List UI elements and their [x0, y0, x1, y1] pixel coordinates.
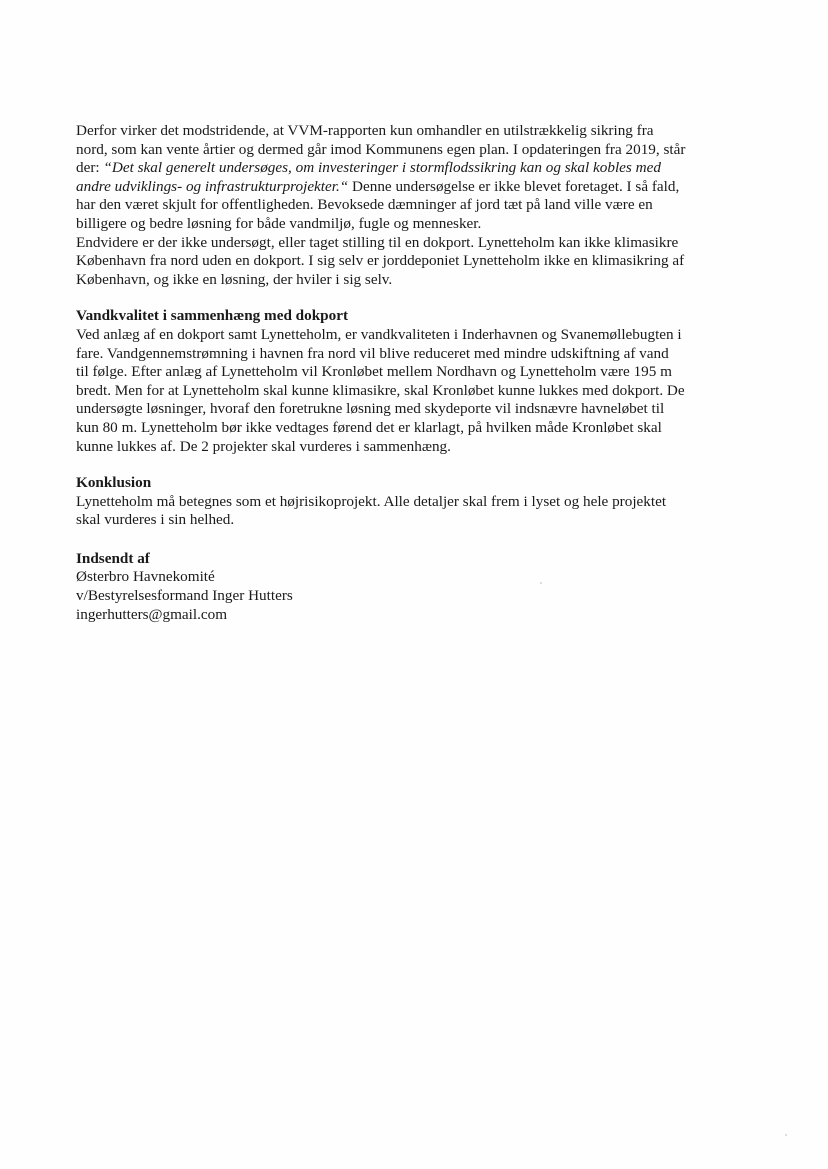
vandkvalitet-line-5: undersøgte løsninger, hvoraf den foretrukne løsning med skydeporte vil indsnævre havneløbet til	[76, 400, 665, 418]
sender-email[interactable]: ingerhutters@gmail.com	[76, 605, 228, 623]
vandkvalitet-line-3: til følge. Efter anlæg af Lynetteholm vil Kronløbet mellem Nordhavn og Lynetteholm være 195 m	[76, 363, 672, 381]
intro-line-3	[76, 159, 756, 178]
intro-line-4	[76, 178, 756, 197]
intro-line-5: har den været skjult for offentligheden. Bevoksede dæmninger af jord tæt på land ville være en	[76, 196, 653, 214]
sender-organization: Østerbro Havnekomité	[76, 568, 215, 586]
konklusion-heading: Konklusion	[76, 474, 152, 492]
scan-speck	[540, 582, 542, 584]
intro-line-3-prefix: der:	[76, 159, 104, 177]
intro-line-4-suffix: Denne undersøgelse er ikke blevet foretaget. I så fald,	[348, 177, 680, 195]
intro-quote-part-2: andre udviklings- og infrastrukturprojekter.“	[76, 177, 349, 195]
konklusion-line-1: Lynetteholm må betegnes som et højrisikoprojekt. Alle detaljer skal frem i lyset og hele projektet	[76, 492, 667, 510]
vandkvalitet-line-4: bredt. Men for at Lynetteholm skal kunne klimasikre, skal Kronløbet kunne lukkes med dokport. De	[76, 381, 685, 399]
intro-line-2: nord, som kan vente årtier og dermed går imod Kommunens egen plan. I opdateringen fra 2019, står	[76, 140, 686, 158]
vandkvalitet-heading: Vandkvalitet i sammenhæng med dokport	[76, 307, 349, 325]
intro-paragraph	[76, 122, 756, 289]
konklusion-line-2: skal vurderes i sin helhed.	[76, 511, 235, 529]
intro-line-7: Endvidere er der ikke undersøgt, eller taget stilling til en dokport. Lynetteholm kan ikke klimasikre	[76, 233, 679, 251]
intro-line-1: Derfor virker det modstridende, at VVM-rapporten kun omhandler en utilstrækkelig sikring fra	[76, 122, 654, 139]
intro-line-9: København, og ikke en løsning, der hviler i sig selv.	[76, 270, 393, 288]
indsendt-heading: Indsendt af	[76, 549, 150, 567]
scan-speck	[785, 1134, 787, 1136]
konklusion-section	[76, 474, 756, 530]
intro-line-6: billigere og bedre løsning for både vandmiljø, fugle og mennesker.	[76, 214, 482, 232]
intro-quote-part-1: “Det skal generelt undersøges, om investeringer i stormflodssikring kan og skal kobles med	[103, 159, 661, 177]
document-body	[76, 122, 756, 624]
indsendt-section	[76, 550, 756, 624]
intro-line-8: København fra nord uden en dokport. I sig selv er jorddeponiet Lynetteholm ikke en klimasikring af	[76, 252, 685, 270]
vandkvalitet-section	[76, 307, 756, 456]
vandkvalitet-line-2: fare. Vandgennemstrømning i havnen fra nord vil blive reduceret med mindre udskiftning af vand	[76, 344, 669, 362]
vandkvalitet-line-6: kun 80 m. Lynetteholm bør ikke vedtages førend det er klarlagt, på hvilken måde Kronløbet skal	[76, 418, 662, 436]
sender-person: v/Bestyrelsesformand Inger Hutters	[76, 587, 293, 605]
vandkvalitet-line-1: Ved anlæg af en dokport samt Lynetteholm, er vandkvaliteten i Inderhavnen og Svanemøllebugten i	[76, 325, 682, 343]
vandkvalitet-line-7: kunne lukkes af. De 2 projekter skal vurderes i sammenhæng.	[76, 437, 451, 455]
